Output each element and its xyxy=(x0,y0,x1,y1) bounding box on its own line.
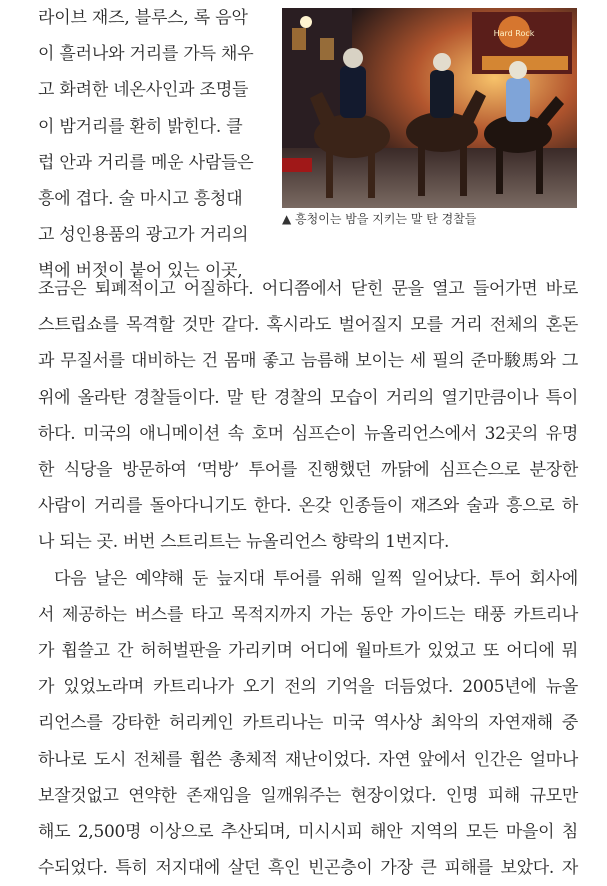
text-line: 가 휩쓸고 간 허허벌판을 가리키며 어디에 월마트가 있었고 또 어디에 뭐 xyxy=(38,641,578,662)
text-line: 사람이 거리를 돌아다니기도 한다. 온갖 인종들이 재즈와 술과 흥으로 하 xyxy=(38,496,578,517)
text-line: 한 식당을 방문하여 ‘먹방’ 투어를 진행했던 까닭에 심프슨으로 분장한 xyxy=(38,460,578,481)
text-line: 수되었다. 특히 저지대에 살던 흑인 빈곤층이 가장 큰 피해를 보았다. 자 xyxy=(38,858,578,879)
text-line: 다음 날은 예약해 둔 늪지대 투어를 위해 일찍 일어났다. 투어 회사에 xyxy=(54,568,578,589)
text-line: 라이브 재즈, 블루스, 록 음악 xyxy=(38,8,248,28)
text-line: 서 제공하는 버스를 타고 목적지까지 가는 동안 가이드는 태풍 카트리나 xyxy=(38,604,578,625)
mounted-police-photo xyxy=(282,8,577,208)
text-line: 조금은 퇴폐적이고 어질하다. 어디쯤에서 닫힌 문을 열고 들어가면 바로 xyxy=(38,279,578,299)
text-line: 이 흘러나와 거리를 가득 채우 xyxy=(38,44,254,65)
text-line: 위에 올라탄 경찰들이다. 말 탄 경찰의 모습이 거리의 열기만큼이나 특이 xyxy=(38,387,578,408)
text-line: 럽 안과 거리를 메운 사람들은 xyxy=(38,152,254,173)
text-line: 하나로 도시 전체를 휩쓴 총체적 재난이었다. 자연 앞에서 인간은 얼마나 xyxy=(38,749,578,770)
text-line: 보잘것없고 연약한 존재임을 일깨워주는 현장이었다. 인명 피해 규모만 xyxy=(38,785,578,806)
intro-text-column xyxy=(38,0,270,290)
text-line: 흥에 겹다. 술 마시고 흥청대 xyxy=(38,189,243,210)
text-line: 하다. 미국의 애니메이션 속 호머 심프슨이 뉴올리언스에서 32곳의 유명 xyxy=(38,423,578,444)
text-line: 가 있었노라며 카트리나가 오기 전의 기억을 더듬었다. 2005년에 뉴올 xyxy=(38,677,578,698)
text-line: 과 무질서를 대비하는 건 몸매 좋고 늠름해 보이는 세 필의 준마駿馬와 그 xyxy=(38,351,578,372)
text-line: 고 성인용품의 광고가 거리의 xyxy=(38,225,249,246)
photo-caption: ▲ 흥청이는 밤을 지키는 말 탄 경찰들 xyxy=(282,212,477,226)
text-line: 이 밤거리를 환히 밝힌다. 클 xyxy=(38,116,243,137)
text-line: 나 되는 곳. 버번 스트리트는 뉴올리언스 향락의 1번지다. xyxy=(38,532,450,553)
text-line: 스트립쇼를 목격할 것만 같다. 혹시라도 벌어질지 모를 거리 전체의 혼돈 xyxy=(38,315,578,336)
text-line: 고 화려한 네온사인과 조명들 xyxy=(38,80,249,101)
hard-rock-sign: Hard Rock xyxy=(493,29,535,38)
text-line: 리언스를 강타한 허리케인 카트리나는 미국 역사상 최악의 자연재해 중 xyxy=(38,713,578,734)
text-line: 해도 2,500명 이상으로 추산되며, 미시시피 해안 지역의 모든 마을이 침 xyxy=(38,822,578,843)
article-body xyxy=(38,271,578,886)
text-line: 벽에 버젓이 붙어 있는 이곳, xyxy=(38,261,243,282)
